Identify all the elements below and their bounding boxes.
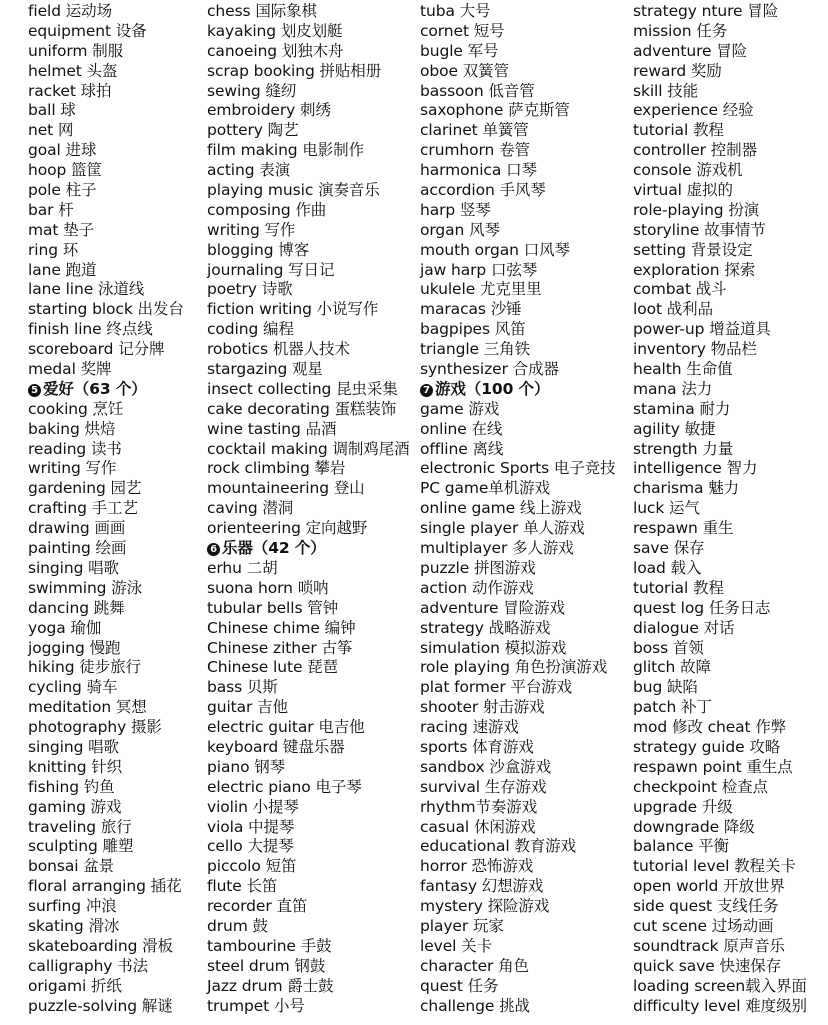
vocab-item: harp 竖琴	[420, 200, 491, 219]
vocab-item: jaw harp 口弦琴	[420, 260, 538, 279]
vocab-item: single player 单人游戏	[420, 519, 585, 538]
vocab-item: triangle 三角铁	[420, 340, 530, 359]
vocab-item: ball 球	[28, 101, 76, 120]
vocab-item: tuba 大号	[420, 2, 491, 20]
vocab-item: traveling 旅行	[28, 817, 132, 836]
vocab-item: jogging 慢跑	[28, 638, 121, 657]
vocab-item: upgrade 升级	[633, 797, 733, 816]
vocab-item: hiking 徒步旅行	[28, 658, 141, 677]
vocab-item: mountaineering 登山	[207, 479, 365, 498]
vocab-item: console 游戏机	[633, 161, 743, 180]
section-heading	[28, 380, 184, 400]
vocab-item: bassoon 低音管	[420, 81, 535, 100]
vocab-item: finish line 终点线	[28, 320, 153, 339]
vocab-item: composing 作曲	[207, 200, 327, 219]
section-heading-label: 乐器（42 个）	[222, 539, 326, 558]
vocab-item: checkpoint 检查点	[633, 777, 768, 796]
vocab-item: sports 体育游戏	[420, 737, 534, 756]
vocab-item: crafting 手工艺	[28, 499, 138, 518]
vocab-item: singing 唱歌	[28, 737, 119, 756]
vocab-item: equipment 设备	[28, 21, 147, 40]
vocab-item: level 关卡	[420, 936, 492, 955]
vocab-item: chess 国际象棋	[207, 2, 317, 20]
vocab-item: gaming 游戏	[28, 797, 122, 816]
vocab-item: electric piano 电子琴	[207, 777, 362, 796]
vocab-item: dancing 跳舞	[28, 598, 125, 617]
vocab-item: piano 钢琴	[207, 757, 286, 776]
vocab-item: tutorial level 教程关卡	[633, 857, 796, 876]
column-1	[28, 2, 184, 1016]
vocab-item: skateboarding 滑板	[28, 936, 173, 955]
vocab-item: luck 运气	[633, 499, 700, 518]
vocab-item: virtual 虚拟的	[633, 181, 733, 200]
vocab-item: bugle 军号	[420, 41, 499, 60]
vocab-item: bug 缺陷	[633, 678, 698, 697]
vocab-item: knitting 针织	[28, 757, 123, 776]
vocab-item: loading screen载入界面	[633, 976, 807, 995]
vocab-item: shooter 射击游戏	[420, 698, 545, 717]
vocab-item: wine tasting 品酒	[207, 419, 337, 438]
vocab-item: electric guitar 电吉他	[207, 718, 365, 737]
vocab-item: field 运动场	[28, 2, 112, 20]
vocab-item: acting 表演	[207, 161, 291, 180]
vocab-item: meditation 冥想	[28, 698, 147, 717]
vocab-item: lane line 泳道线	[28, 280, 145, 299]
vocab-item: playing music 演奏音乐	[207, 181, 380, 200]
section-heading-label: 游戏（100 个）	[435, 379, 550, 398]
vocab-item: bagpipes 风笛	[420, 320, 526, 339]
vocab-item: casual 休闲游戏	[420, 817, 536, 836]
vocab-item: cut scene 过场动画	[633, 916, 774, 935]
vocab-item: tutorial 教程	[633, 121, 724, 140]
vocab-item: stamina 耐力	[633, 399, 731, 418]
vocab-item: strategy nture 冒险	[633, 2, 779, 20]
vocab-item: canoeing 划独木舟	[207, 41, 344, 60]
vocab-item: saxophone 萨克斯管	[420, 101, 570, 120]
vocab-item: blogging 博客	[207, 240, 310, 259]
vocab-item: glitch 故障	[633, 658, 711, 677]
vocab-item: film making 电影制作	[207, 141, 364, 160]
vocab-item: storyline 故事情节	[633, 220, 766, 239]
vocab-item: action 动作游戏	[420, 578, 534, 597]
vocab-item: drum 鼓	[207, 916, 268, 935]
vocab-item: scrap booking 拼贴相册	[207, 61, 382, 80]
vocab-item: guitar 吉他	[207, 698, 288, 717]
vocab-item: PC game单机游戏	[420, 479, 550, 498]
vocab-item: racing 速游戏	[420, 718, 519, 737]
vocab-item: medal 奖牌	[28, 360, 112, 379]
vocab-item: singing 唱歌	[28, 558, 119, 577]
vocab-item: baking 烘焙	[28, 419, 116, 438]
vocab-item: surfing 冲浪	[28, 897, 117, 916]
vocab-item: puzzle-solving 解谜	[28, 996, 173, 1015]
vocab-item: offline 离线	[420, 439, 504, 458]
vocab-item: reward 奖励	[633, 61, 722, 80]
vocab-item: character 角色	[420, 956, 529, 975]
vocab-item: flute 长笛	[207, 877, 278, 896]
vocab-item: painting 绘画	[28, 539, 127, 558]
vocab-item: open world 开放世界	[633, 877, 785, 896]
vocab-item: fiction writing 小说写作	[207, 300, 379, 319]
vocab-item: violin 小提琴	[207, 797, 299, 816]
vocab-item: balance 平衡	[633, 837, 729, 856]
vocab-item: origami 折纸	[28, 976, 122, 995]
vocab-item: rock climbing 攀岩	[207, 459, 346, 478]
vocab-item: controller 控制器	[633, 141, 757, 160]
vocab-item: net 网	[28, 121, 74, 140]
vocab-item: role-playing 扮演	[633, 200, 760, 219]
vocab-item: mouth organ 口风琴	[420, 240, 570, 259]
vocab-item: steel drum 钢鼓	[207, 956, 326, 975]
vocab-item: downgrade 降级	[633, 817, 755, 836]
vocab-item: gardening 园艺	[28, 479, 142, 498]
vocab-item: sewing 缝纫	[207, 81, 297, 100]
vocab-item: caving 潜洞	[207, 499, 294, 518]
vocab-item: challenge 挑战	[420, 996, 530, 1015]
vocab-item: yoga 瑜伽	[28, 618, 102, 637]
vocab-item: pole 柱子	[28, 181, 97, 200]
vocab-item: patch 补丁	[633, 698, 712, 717]
vocab-item: pottery 陶艺	[207, 121, 299, 140]
vocab-item: multiplayer 多人游戏	[420, 539, 574, 558]
vocab-item: synthesizer 合成器	[420, 360, 559, 379]
vocab-item: cake decorating 蛋糕装饰	[207, 399, 397, 418]
vocab-item: oboe 双簧管	[420, 61, 509, 80]
vocab-item: stargazing 观星	[207, 360, 323, 379]
vocab-item: strategy 战略游戏	[420, 618, 551, 637]
vocab-item: lane 跑道	[28, 260, 97, 279]
vocab-item: writing 写作	[28, 459, 117, 478]
vocab-item: skill 技能	[633, 81, 699, 100]
vocab-item: kayaking 划皮划艇	[207, 21, 343, 40]
column-3	[420, 2, 616, 1016]
section-heading-label: 爱好（63 个）	[43, 379, 147, 398]
vocab-item: cello 大提琴	[207, 837, 294, 856]
vocab-item: sculpting 雕塑	[28, 837, 134, 856]
vocab-item: reading 读书	[28, 439, 122, 458]
vocab-item: quest 任务	[420, 976, 499, 995]
vocab-item: drawing 画画	[28, 519, 126, 538]
vocab-item: side quest 支线任务	[633, 897, 779, 916]
vocab-item: online game 线上游戏	[420, 499, 582, 518]
vocab-item: strength 力量	[633, 439, 734, 458]
vocab-item: erhu 二胡	[207, 558, 278, 577]
vocab-item: dialogue 对话	[633, 618, 735, 637]
vocab-item: recorder 直笛	[207, 897, 308, 916]
vocab-item: player 玩家	[420, 916, 504, 935]
vocab-item: journaling 写日记	[207, 260, 335, 279]
vocab-item: electronic Sports 电子竞技	[420, 459, 616, 478]
column-2	[207, 2, 410, 1016]
vocab-item: mat 垫子	[28, 220, 95, 239]
vocab-item: fantasy 幻想游戏	[420, 877, 544, 896]
vocab-item: sandbox 沙盒游戏	[420, 757, 551, 776]
vocab-item: simulation 模拟游戏	[420, 638, 567, 657]
vocab-item: accordion 手风琴	[420, 181, 546, 200]
vocab-item: viola 中提琴	[207, 817, 295, 836]
vocab-item: maracas 沙锤	[420, 300, 522, 319]
vocab-item: trumpet 小号	[207, 996, 305, 1015]
vocab-item: uniform 制服	[28, 41, 124, 60]
vocab-item: harmonica 口琴	[420, 161, 537, 180]
vocab-item: educational 教育游戏	[420, 837, 577, 856]
vocab-item: cycling 骑车	[28, 678, 118, 697]
vocab-item: tutorial 教程	[633, 578, 724, 597]
vocab-item: inventory 物品栏	[633, 340, 757, 359]
section-heading	[420, 380, 616, 400]
vocab-item: puzzle 拼图游戏	[420, 558, 536, 577]
vocab-item: piccolo 短笛	[207, 857, 297, 876]
vocab-item: Jazz drum 爵士鼓	[207, 976, 334, 995]
vocab-item: bar 杆	[28, 200, 74, 219]
vocab-item: calligraphy 书法	[28, 956, 149, 975]
section-number-badge: 6	[207, 543, 220, 556]
vocab-item: strategy guide 攻略	[633, 737, 781, 756]
vocab-item: role playing 角色扮演游戏	[420, 658, 608, 677]
vocab-item: racket 球拍	[28, 81, 112, 100]
vocab-item: game 游戏	[420, 399, 500, 418]
vocab-item: cocktail making 调制鸡尾酒	[207, 439, 410, 458]
vocab-item: charisma 魅力	[633, 479, 740, 498]
vocab-item: difficulty level 难度级别	[633, 996, 807, 1015]
vocab-item: adventure 冒险游戏	[420, 598, 565, 617]
section-heading	[207, 539, 410, 559]
vocab-item: keyboard 键盘乐器	[207, 737, 345, 756]
vocab-item: ukulele 尤克里里	[420, 280, 542, 299]
vocab-item: suona horn 唢呐	[207, 578, 329, 597]
vocab-item: Chinese zither 古筝	[207, 638, 353, 657]
vocab-item: goal 进球	[28, 141, 97, 160]
vocab-item: mission 任务	[633, 21, 728, 40]
vocab-item: exploration 探索	[633, 260, 756, 279]
vocab-item: crumhorn 卷管	[420, 141, 530, 160]
vocab-item: hoop 篮筐	[28, 161, 102, 180]
vocab-item: setting 背景设定	[633, 240, 753, 259]
vocab-item: organ 风琴	[420, 220, 500, 239]
vocab-item: respawn 重生	[633, 519, 734, 538]
vocab-item: photography 摄影	[28, 718, 162, 737]
vocab-item: fishing 钓鱼	[28, 777, 115, 796]
vocab-item: writing 写作	[207, 220, 296, 239]
vocab-item: soundtrack 原声音乐	[633, 936, 785, 955]
vocab-item: experience 经验	[633, 101, 754, 120]
vocab-item: Chinese lute 琵琶	[207, 658, 339, 677]
vocab-item: floral arranging 插花	[28, 877, 182, 896]
vocab-item: power-up 增益道具	[633, 320, 771, 339]
vocab-item: coding 编程	[207, 320, 294, 339]
vocab-item: plat former 平台游戏	[420, 678, 573, 697]
vocab-item: health 生命值	[633, 360, 733, 379]
vocab-item: rhythm节奏游戏	[420, 797, 538, 816]
vocab-item: ring 环	[28, 240, 79, 259]
vocab-item: intelligence 智力	[633, 459, 758, 478]
vocab-item: helmet 头盔	[28, 61, 118, 80]
vocab-item: mod 修改 cheat 作弊	[633, 718, 787, 737]
vocab-item: boss 首领	[633, 638, 704, 657]
vocab-item: bonsai 盆景	[28, 857, 115, 876]
vocab-item: scoreboard 记分牌	[28, 340, 165, 359]
vocab-item: horror 恐怖游戏	[420, 857, 534, 876]
vocab-item: insect collecting 昆虫采集	[207, 379, 398, 398]
vocab-item: mana 法力	[633, 379, 713, 398]
vocab-item: tambourine 手鼓	[207, 936, 332, 955]
vocab-item: skating 滑冰	[28, 916, 120, 935]
vocab-item: poetry 诗歌	[207, 280, 293, 299]
vocab-item: adventure 冒险	[633, 41, 748, 60]
vocab-item: mystery 探险游戏	[420, 897, 550, 916]
vocab-item: cornet 短号	[420, 21, 505, 40]
vocab-item: survival 生存游戏	[420, 777, 547, 796]
vocab-item: cooking 烹饪	[28, 399, 124, 418]
vocab-item: starting block 出发台	[28, 300, 184, 319]
vocab-item: orienteering 定向越野	[207, 519, 368, 538]
vocab-item: loot 战利品	[633, 300, 713, 319]
vocab-item: quick save 快速保存	[633, 956, 782, 975]
vocab-item: save 保存	[633, 539, 705, 558]
vocab-item: bass 贝斯	[207, 678, 278, 697]
vocab-item: agility 敏捷	[633, 419, 716, 438]
vocab-item: robotics 机器人技术	[207, 340, 350, 359]
vocab-item: tubular bells 管钟	[207, 598, 339, 617]
vocab-item: respawn point 重生点	[633, 757, 793, 776]
section-number-badge: 7	[420, 384, 433, 397]
vocab-item: Chinese chime 编钟	[207, 618, 356, 637]
vocab-item: swimming 游泳	[28, 578, 143, 597]
vocab-item: embroidery 刺绣	[207, 101, 331, 120]
vocab-item: load 载入	[633, 558, 702, 577]
column-4	[633, 2, 807, 1016]
vocab-item: clarinet 单簧管	[420, 121, 529, 140]
vocab-item: online 在线	[420, 419, 503, 438]
vocab-item: quest log 任务日志	[633, 598, 771, 617]
vocab-item: combat 战斗	[633, 280, 727, 299]
section-number-badge: 5	[28, 384, 41, 397]
